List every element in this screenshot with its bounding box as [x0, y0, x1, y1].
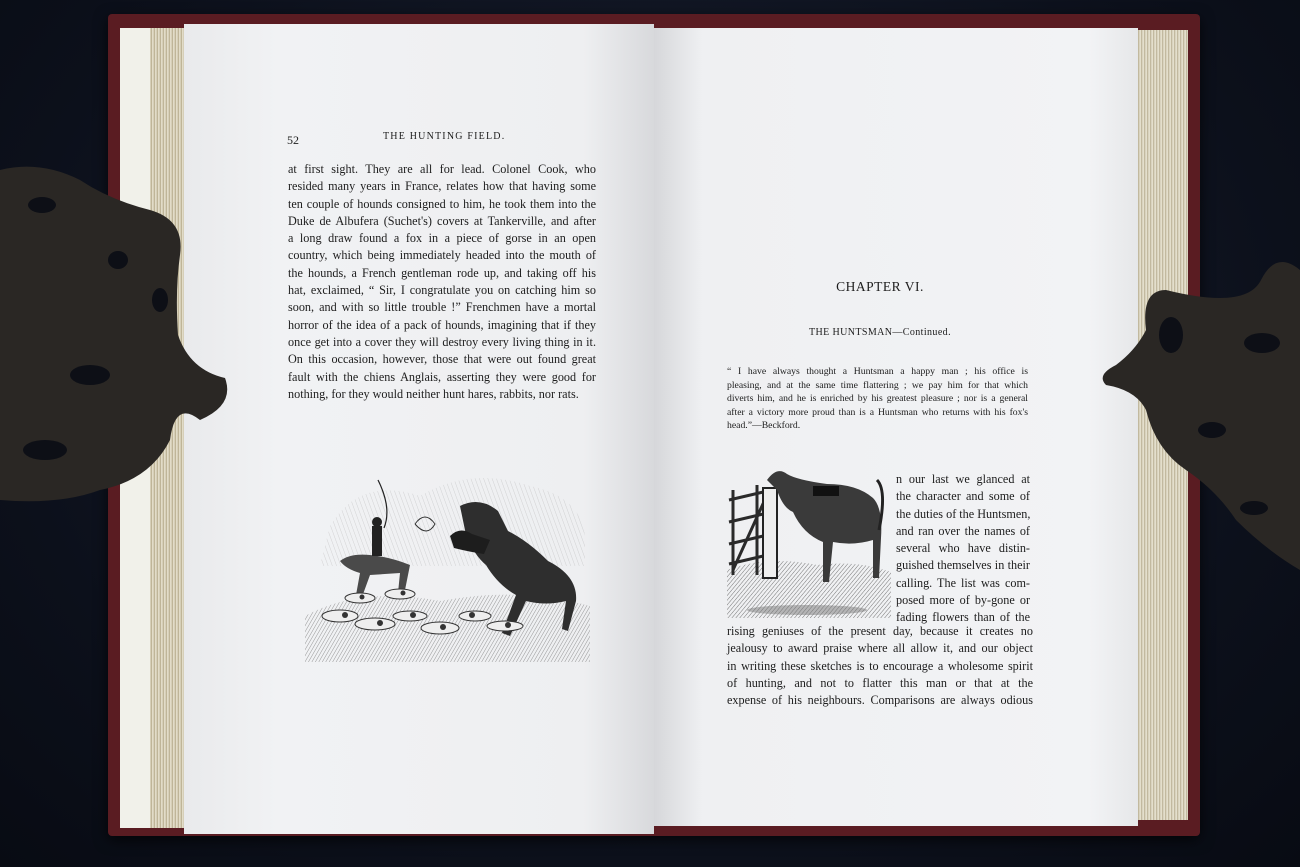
epigraph-line: head.”—Beckford.: [727, 420, 801, 431]
page-number: 52: [287, 133, 299, 147]
text-line: nothing, for they would neither hunt hares, rabbits, nor rats.: [288, 386, 579, 401]
epigraph-line: pleasing, and at the same time flattering ; we pay him for that which: [727, 379, 1028, 391]
left-page-body-text: [288, 161, 596, 403]
text-line: posed more of by-gone or: [896, 593, 1030, 608]
epigraph: [727, 365, 1028, 433]
wrapped-body-text: [896, 471, 1030, 627]
text-line: calling. The list was com-: [896, 575, 1030, 590]
text-line: hat, exclaimed, “ Sir, I congratulate you on catching him so: [288, 283, 596, 298]
text-line: in writing these sketches is to encourage a wholesome spirit: [727, 658, 1033, 673]
chapter-subtitle: THE HUNTSMAN—Continued.: [809, 327, 951, 338]
text-line: On this occasion, however, those that were out found great: [288, 352, 596, 367]
text-line: at first sight. They are all for lead. Colonel Cook, who: [288, 162, 596, 176]
left-book-clamp: [0, 160, 232, 510]
epigraph-line: after a victory more proud than is a Huntsman who returns with his fox's: [727, 406, 1028, 418]
right-page-body-text: [727, 623, 1033, 709]
right-book-clamp: [1096, 250, 1300, 580]
horse-gate-illustration: [727, 460, 891, 618]
text-line: fault with the chiens Anglais, asserting they were good for: [288, 369, 596, 384]
hunting-scene-illustration: [300, 466, 592, 662]
text-line: the duties of the Huntsmen,: [896, 506, 1031, 521]
text-line: once get into a cover they will destroy every living thing in it.: [288, 334, 596, 349]
text-line: guished themselves in their: [896, 558, 1030, 573]
text-line: the hounds, a French gentleman rode up, and taking off his: [288, 265, 596, 280]
text-line: horror of the idea of a pack of hounds, imagining that if they: [288, 317, 596, 332]
running-head: THE HUNTING FIELD.: [383, 131, 506, 142]
text-line: rising geniuses of the present day, because it creates no: [727, 624, 1033, 638]
text-line: Duke de Albufera (Suchet's) covers at Tankerville, and after: [288, 213, 596, 228]
text-line: resided many years in France, relates how that having some: [288, 179, 596, 194]
text-line: country, which being immediately headed into the mouth of: [288, 248, 596, 263]
text-line: fading flowers than of the: [896, 610, 1030, 625]
text-line: several who have distin-: [896, 541, 1030, 556]
text-line: the character and some of: [896, 489, 1030, 504]
text-line: expense of his neighbours. Comparisons are always odious: [727, 693, 1033, 708]
epigraph-line: “ I have always thought a Huntsman a happy man ; his office is: [727, 366, 1028, 377]
left-page: [184, 24, 654, 834]
text-line: soon, and with so little trouble !” Frenchmen have a mortal: [288, 300, 596, 315]
chapter-title: CHAPTER VI.: [836, 279, 924, 294]
text-line: ten couple of hounds consigned to him, he took them into the: [288, 196, 596, 211]
text-line: and ran over the names of: [896, 523, 1030, 538]
text-line: of hunting, and not to flatter this man or that at the: [727, 675, 1033, 690]
text-line: jealousy to award praise where all allow it, and our object: [727, 641, 1033, 656]
epigraph-line: diverts him, and he is enriched by his greatest pleasure ; nor is a general: [727, 393, 1028, 404]
text-line: a long draw found a fox in a piece of gorse in an open: [288, 231, 596, 246]
text-line: n our last we glanced at: [896, 472, 1030, 486]
